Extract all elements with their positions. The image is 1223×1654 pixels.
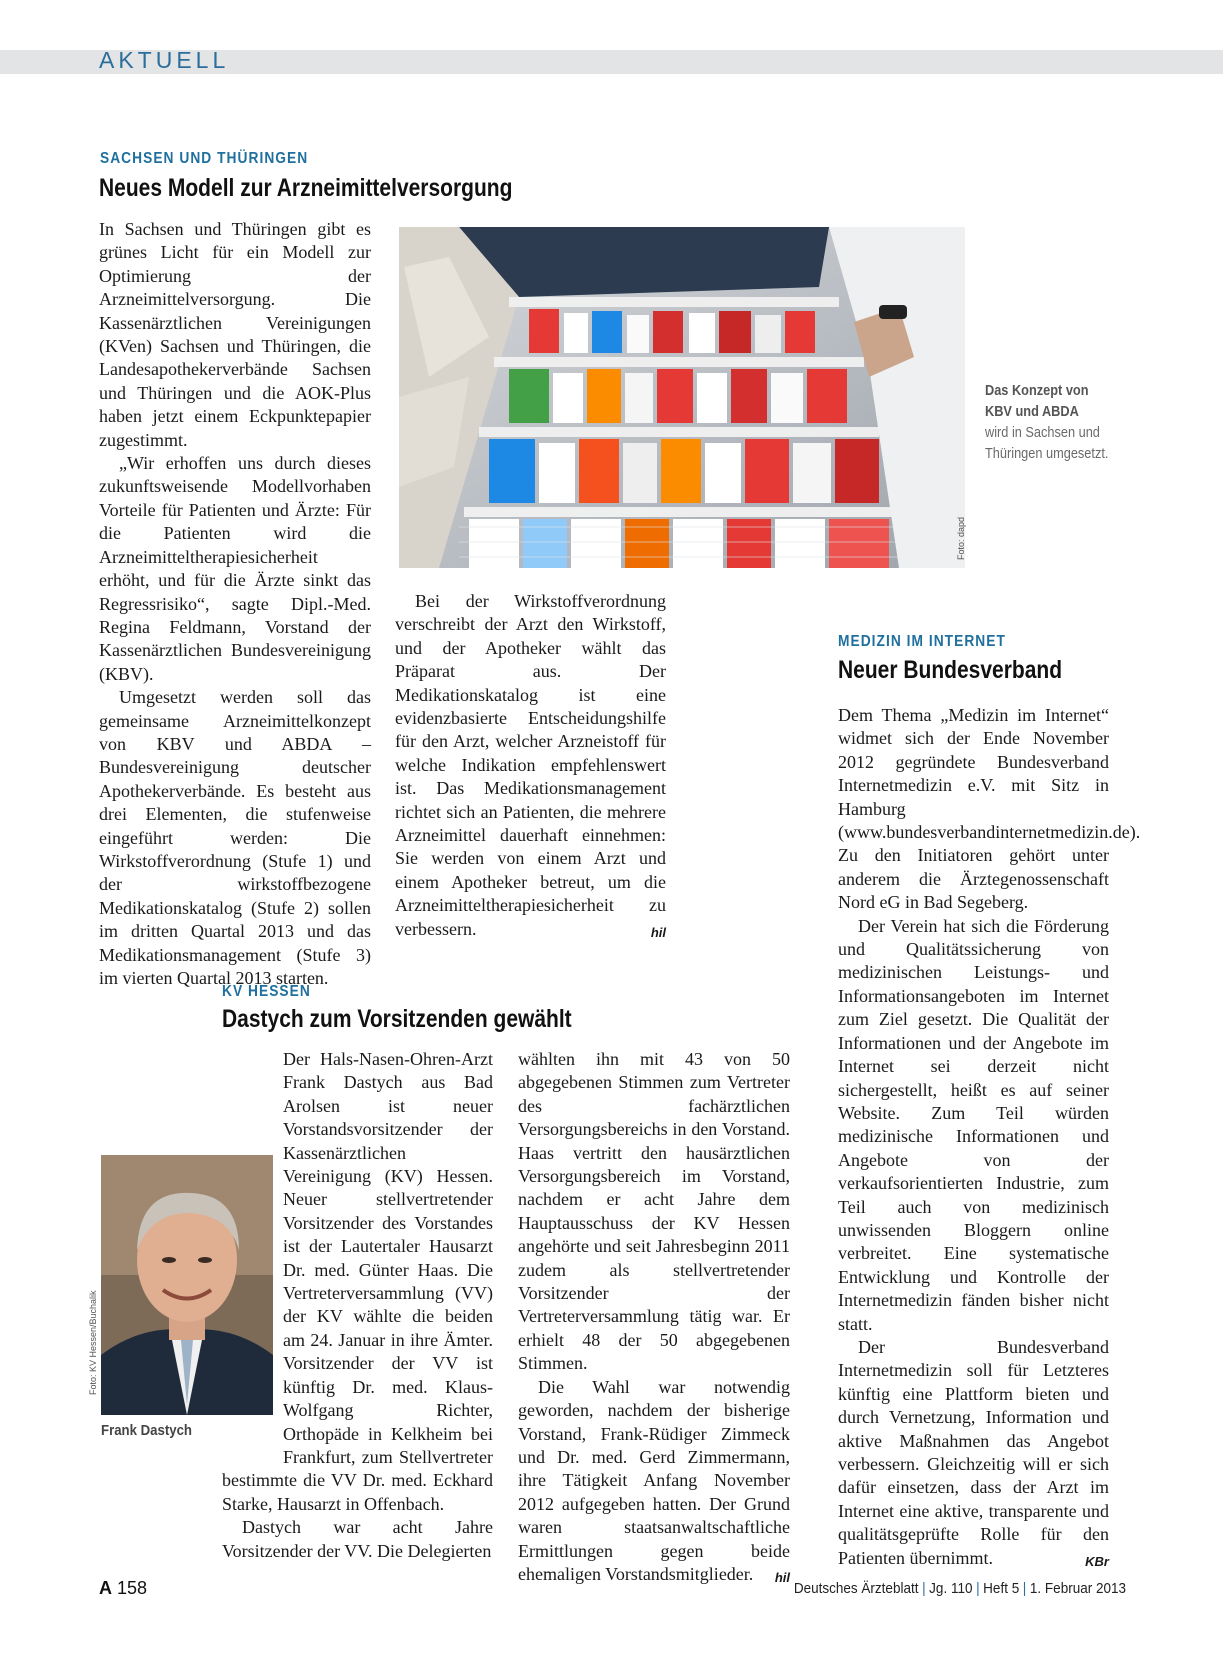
article3-headline: Neuer Bundesverband — [838, 656, 1063, 684]
article2-column-2 — [518, 1048, 790, 1589]
article1-headline: Neues Modell zur Arzneimittelversorgung — [99, 174, 513, 202]
article1-column-1 — [99, 218, 371, 990]
paragraph: Der Bundesverband Internetmedizin soll für Letzteres künftig eine Plattform bieten und durch Vernetzung, Information und aktive Maßnahmen das Angebot verbessern. Gleichzeitig will er sich dafür einsetzen, dass der Arzt im Internet eine aktive, transparente und qualitätsgeprüfte Rolle für den Patienten übernimmt. KBr — [838, 1336, 1109, 1570]
photo-caption — [985, 381, 1117, 465]
page-number: A 158 — [99, 1578, 148, 1598]
paragraph: Der Verein hat sich die Förderung und Qualitätssicherung von medizinischen Leistungs- und Informationsangeboten im Internet zum Ziel gesetzt. Die Qualität der Informationen und der Angebote im Internet sei derzeit nicht sichergestellt, heißt es auf seiner Website. Zum Teil würden medizinische Informationen und Angebote von der verkaufsorientierten Industrie, zum Teil auch von medizinisch unwissenden Bloggern online verbreitet. Eine systematische Entwicklung und Kontrolle der Internetmedizin fänden bisher nicht statt. — [838, 915, 1109, 1334]
pharmacy-drawer-illustration — [399, 227, 965, 568]
paragraph: Die Wahl war notwendig geworden, nachdem der bisherige Vorstand, Frank-Rüdiger Zimmeck und Dr. med. Gerd Zimmermann, ihre Tätigkeit Anfang November 2012 aufgegeben hatten. Der Grund waren staatsanwaltschaftliche Ermittlungen gegen beide ehemaligen Vorstandsmitglieder. hil — [518, 1376, 790, 1587]
paragraph: Umgesetzt werden soll das gemeinsame Arzneimittelkonzept von KBV und ABDA – Bundesvereinigung deutscher Apothekerverbände. Es besteht aus drei Elementen, die stufenweise eingeführt werden: Die Wirkstoffverordnung (Stufe 1) und der wirkstoffbezogene Medikationskatalog (Stufe 2) sollen im dritten Quartal 2013 und das Medikationsmanagement (Stufe 3) im vierten Quartal 2013 starten. — [99, 687, 371, 988]
photo-credit: Foto: dapd — [956, 516, 966, 560]
journal-date: 1. Februar 2013 — [1029, 1580, 1126, 1597]
paragraph: wählten ihn mit 43 von 50 abgegebenen Stimmen zum Vertreter des fachärztlichen Versorgungsbereichs in den Vorstand. Haas vertritt den hausärztlichen Versorgungsbereich im Vorstand, nachdem er acht Jahre dem Hauptausschuss der KV Hessen angehörte und seit Jahresbeginn 2011 zudem als stellvertretender Vorsitzender der Vertreterversammlung tätig war. Er erhielt 48 der 50 abgegebenen Stimmen. — [518, 1049, 790, 1374]
paragraph: Bei der Wirkstoffverordnung verschreibt der Arzt den Wirkstoff, und der Apotheker wählt das Präparat aus. Der Medikationskatalog ist eine evidenzbasierte Entscheidungshilfe für den Arzt, welcher Arzneistoff für welche Indikation empfehlenswert ist. Das Medikationsmanagement richtet sich an Patienten, die mehrere Arzneimittel dauerhaft einnehmen: Sie werden von einem Arzt und einem Apotheker betreut, um die Arzneimitteltherapiesicherheit zu verbessern. hil — [395, 590, 666, 941]
article2-kicker: KV HESSEN — [222, 983, 311, 1000]
article2-headline: Dastych zum Vorsitzenden gewählt — [222, 1005, 572, 1033]
journal-info: Deutsches Ärzteblatt | Jg. 110 | Heft 5 | 1. Februar 2013 — [793, 1580, 1126, 1597]
article3-column — [838, 704, 1141, 1573]
article3-signature: KBr — [1085, 1553, 1109, 1569]
section-label: AKTUELL — [99, 47, 230, 73]
article3-kicker: MEDIZIN IM INTERNET — [838, 633, 1006, 650]
portrait-caption: Frank Dastych — [101, 1422, 192, 1439]
paragraph: In Sachsen und Thüringen gibt es grünes Licht für ein Modell zur Optimierung der Arzneimittelversorgung. Die Kassenärztlichen Vereinigungen (KVen) Sachsen und Thüringen, die Landesapothekerverbände Sachsen und Thüringen und die AOK-Plus haben jetzt einem Eckpunktepapier zugestimmt. — [99, 219, 371, 450]
article2-signature: hil — [774, 1569, 790, 1585]
article1-column-2 — [395, 590, 666, 944]
article2-column-1 — [222, 1048, 493, 1563]
photo-caption-bold: Das Konzept von KBV und ABDA — [985, 383, 1089, 420]
paragraph: Dem Thema „Medizin im Internet“ widmet sich der Ende November 2012 gegründete Bundesverband Internetmedizin e.V. mit Sitz in Hamburg (www.bundesverbandinternetmedizin.de). Zu den Initiatoren gehört unter anderem die Ärztegenossenschaft Nord eG in Bad Segeberg. — [838, 705, 1141, 913]
article1-kicker: SACHSEN UND THÜRINGEN — [100, 150, 309, 167]
article1-signature: hil — [650, 924, 666, 940]
portrait-wrap-spacer — [222, 1096, 283, 1452]
paragraph: „Wir erhoffen uns durch dieses zukunftsweisende Modellvorhaben Vorteile für Patienten und Ärzte: Für die Patienten wird die Arzneimitteltherapiesicherheit erhöht, und für die Ärzte sinkt das Regressrisiko“, sagte Dipl.-Med. Regina Feldmann, Vorstand der Kassenärztlichen Bundesvereinigung (KBV). — [99, 453, 371, 684]
paragraph: Dastych war acht Jahre Vorsitzender der VV. Die Delegierten — [222, 1517, 493, 1561]
journal-name: Deutsches Ärzteblatt — [793, 1580, 919, 1597]
pharmacy-drawer-photo — [399, 227, 965, 568]
portrait-credit: Foto: KV Hessen/Buchalik — [88, 1290, 98, 1395]
journal-issue: Heft 5 — [983, 1580, 1020, 1597]
paragraph: Der Hals-Nasen-Ohren-Arzt Frank Dastych aus Bad Arolsen ist neuer Vorstandsvorsitzender der Kassenärztlichen Vereinigung (KV) Hessen. Neuer stellvertretender Vorsitzender des Vorstandes ist der Lautertaler Hausarzt Dr. med. Günter Haas. Die Vertreterversammlung (VV) der KV wählte die beiden am 24. Januar in ihre Ämter. Vorsitzender der VV ist künftig Dr. med. Klaus-Wolfgang Richter, Orthopäde in Kelkheim bei Frankfurt, zum Stellvertreter bestimmte die VV Dr. med. Eckhard Starke, Hausarzt in Offenbach. — [222, 1049, 493, 1514]
journal-volume: Jg. 110 — [929, 1580, 973, 1597]
photo-caption-text: wird in Sachsen und Thüringen umgesetzt. — [985, 425, 1109, 462]
